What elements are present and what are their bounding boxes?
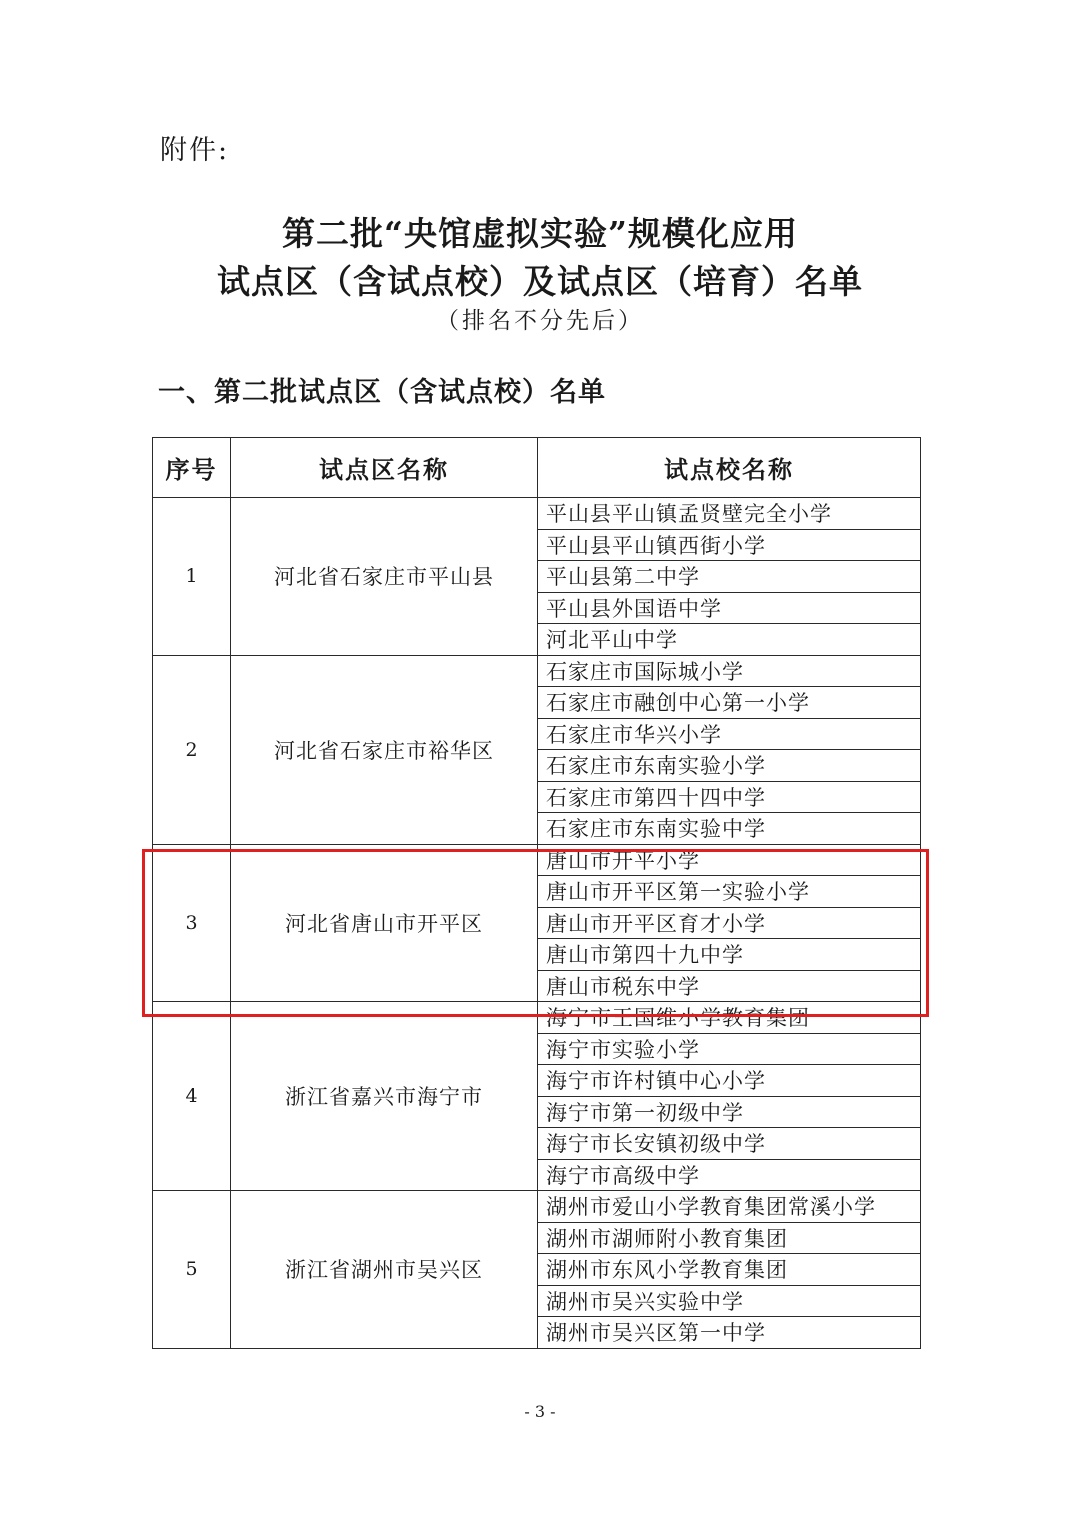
district-name: 河北省石家庄市平山县 bbox=[231, 498, 538, 656]
table-header-row bbox=[153, 438, 921, 498]
school-name: 海宁市王国维小学教育集团 bbox=[538, 1002, 921, 1034]
table-row bbox=[153, 1191, 921, 1223]
title-note: （排名不分先后） bbox=[436, 308, 644, 334]
school-name: 石家庄市东南实验小学 bbox=[538, 750, 921, 782]
school-name: 唐山市开平区第一实验小学 bbox=[538, 876, 921, 908]
row-number: 4 bbox=[153, 1002, 231, 1191]
school-name: 湖州市湖师附小教育集团 bbox=[538, 1222, 921, 1254]
school-name: 湖州市吴兴区第一中学 bbox=[538, 1317, 921, 1349]
school-name: 平山县平山镇孟贤壁完全小学 bbox=[538, 498, 921, 530]
row-number: 5 bbox=[153, 1191, 231, 1349]
row-number: 1 bbox=[153, 498, 231, 656]
school-name: 海宁市第一初级中学 bbox=[538, 1096, 921, 1128]
school-name: 平山县外国语中学 bbox=[538, 592, 921, 624]
section-heading: 一、第二批试点区（含试点校）名单 bbox=[158, 377, 606, 408]
table-row bbox=[153, 655, 921, 687]
school-name: 唐山市开平小学 bbox=[538, 844, 921, 876]
row-number: 3 bbox=[153, 844, 231, 1002]
header-schools: 试点校名称 bbox=[538, 438, 921, 498]
attachment-label: 附件: bbox=[160, 135, 230, 166]
district-name: 河北省唐山市开平区 bbox=[231, 844, 538, 1002]
school-name: 石家庄市华兴小学 bbox=[538, 718, 921, 750]
school-name: 平山县第二中学 bbox=[538, 561, 921, 593]
district-name: 浙江省嘉兴市海宁市 bbox=[231, 1002, 538, 1191]
school-name: 湖州市爱山小学教育集团常溪小学 bbox=[538, 1191, 921, 1223]
school-name: 石家庄市第四十四中学 bbox=[538, 781, 921, 813]
school-name: 海宁市长安镇初级中学 bbox=[538, 1128, 921, 1160]
title-line-1: 第二批“央馆虚拟实验”规模化应用 bbox=[282, 214, 798, 253]
school-name: 湖州市东风小学教育集团 bbox=[538, 1254, 921, 1286]
header-no: 序号 bbox=[153, 438, 231, 498]
page-number: - 3 - bbox=[524, 1402, 556, 1421]
highlight-box bbox=[142, 849, 929, 1017]
school-name: 平山县平山镇西街小学 bbox=[538, 529, 921, 561]
header-district: 试点区名称 bbox=[231, 438, 538, 498]
school-name: 唐山市第四十九中学 bbox=[538, 939, 921, 971]
school-name: 石家庄市东南实验中学 bbox=[538, 813, 921, 845]
school-name: 河北平山中学 bbox=[538, 624, 921, 656]
school-name: 唐山市税东中学 bbox=[538, 970, 921, 1002]
school-name: 石家庄市国际城小学 bbox=[538, 655, 921, 687]
school-name: 海宁市高级中学 bbox=[538, 1159, 921, 1191]
school-name: 湖州市吴兴实验中学 bbox=[538, 1285, 921, 1317]
school-name: 唐山市开平区育才小学 bbox=[538, 907, 921, 939]
school-name: 海宁市许村镇中心小学 bbox=[538, 1065, 921, 1097]
district-name: 浙江省湖州市吴兴区 bbox=[231, 1191, 538, 1349]
title-line-2: 试点区（含试点校）及试点区（培育）名单 bbox=[217, 262, 863, 301]
row-number: 2 bbox=[153, 655, 231, 844]
district-name: 河北省石家庄市裕华区 bbox=[231, 655, 538, 844]
school-name: 石家庄市融创中心第一小学 bbox=[538, 687, 921, 719]
table-row bbox=[153, 498, 921, 530]
school-name: 海宁市实验小学 bbox=[538, 1033, 921, 1065]
